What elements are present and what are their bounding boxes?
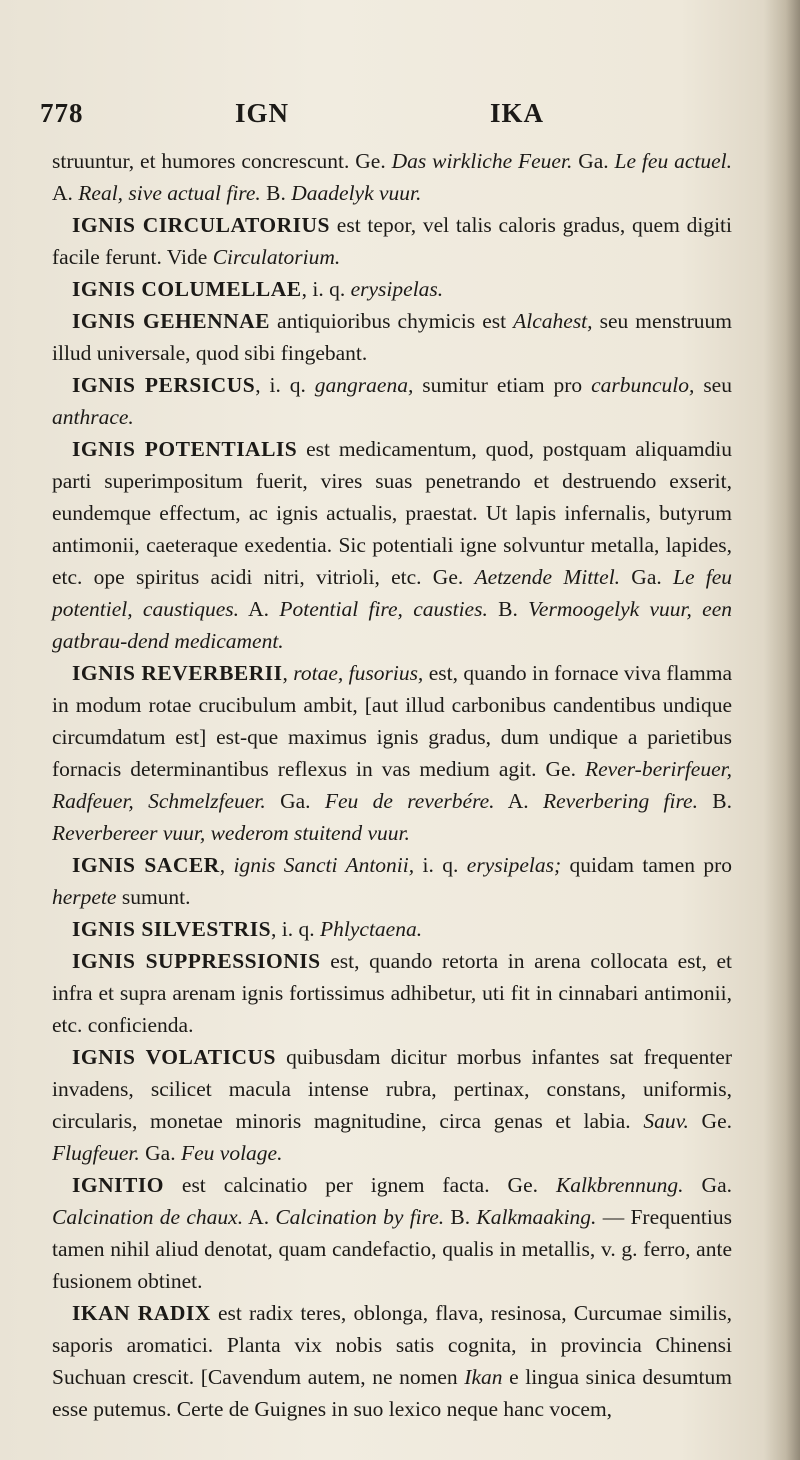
entry-headword: IGNIS SACER [72,853,220,877]
entry-text: est, quando retorta in arena collocata est, et infra et supra arenam ignis fortissimus adhibetur, uti fit in cinnabari antimonii, etc. conficienda. [52,949,732,1037]
italic-text: Kalkmaaking. [476,1205,597,1229]
italic-text: Vermoogelyk vuur, een gatbrau-dend medicament. [52,597,733,653]
entry-headword: IGNIS VOLATICUS [72,1045,276,1069]
dictionary-entry [52,849,732,913]
italic-text: erysipelas; [466,853,562,877]
dictionary-entry [52,433,732,657]
entry-text: est calcinatio per ignem facta. Ge. [163,1173,556,1197]
italic-text: Feu de reverbére. [324,789,495,813]
dictionary-entry [52,209,732,273]
entry-headword: IGNITIO [72,1173,164,1197]
entry-text: quibusdam dicitur morbus infantes sat frequenter invadens, scilicet macula intense rubra, pertinax, constans, uniformis, circularis, monetae minoris magnitudine, circa genas et labia. [52,1045,732,1133]
entry-text: , i. q. [301,277,351,301]
entry-text: est medicamentum, quod, postquam aliquamdiu parti superimpositum fuerit, vires suas penetrando et destruendo exserit, eundemque effectum, ac ignis actualis, praestat. Ut lapis infernalis, butyrum antimonii, caeteraque exedentia. Sic potentiali igne solvuntur metalla, lapides, etc. ope spiritus acidi nitri, vitrioli, etc. Ge. [52,437,732,589]
italic-text: Le feu actuel. [614,149,732,173]
guide-word-left: IGN [235,98,290,128]
entry-headword: IGNIS REVERBERII [72,661,283,685]
dictionary-entry [52,145,732,209]
entry-headword: IGNIS SUPPRESSIONIS [72,949,321,973]
entry-headword: IGNIS COLUMELLAE [72,277,302,301]
dictionary-entry [52,945,732,1041]
italic-text: Phlyctaena. [320,917,423,941]
entry-text: quidam tamen pro [561,853,733,877]
italic-text: Das wirkliche Feuer. [391,149,573,173]
italic-text: Calcination de chaux. [52,1205,244,1229]
entry-text: antiquioribus chymicis est [270,309,514,333]
entry-text: sumunt. [116,885,191,909]
dictionary-entry [52,913,732,945]
italic-text: Kalkbrennung. [555,1173,684,1197]
italic-text: carbunculo, [591,373,695,397]
dictionary-entry [52,1169,732,1297]
italic-text: Flugfeuer. [52,1141,140,1165]
entry-text: struuntur, et humores concrescunt. Ge. [52,149,392,173]
italic-text: Feu volage. [180,1141,283,1165]
italic-text: Reverbereer vuur, wederom stuitend vuur. [52,821,410,845]
entry-text: i. q. [414,853,467,877]
entry-text: , i. q. [271,917,321,941]
entry-text: Ge. [688,1109,732,1133]
entry-text: seu menstruum illud universale, quod sibi fingebant. [52,309,733,365]
entry-text: Ga. [139,1141,181,1165]
italic-text: erysipelas. [350,277,444,301]
entry-headword: IKAN RADIX [72,1301,211,1325]
italic-text: gangraena, [314,373,414,397]
entry-text: est radix teres, oblonga, flava, resinosa, Curcumae similis, saporis aromatici. Planta vix nobis satis cognita, in provincia Chinensi Suchuan crescit. [Cavendum autem, ne nomen [52,1301,732,1389]
entry-text: Ga. [265,789,325,813]
page-edge-shadow [764,0,800,1460]
entry-text: B. [697,789,733,813]
entry-text: B. [260,181,292,205]
entry-text: est tepor, vel talis caloris gradus, quem digiti facile ferunt. Vide [52,213,732,269]
entry-text: B. [444,1205,477,1229]
entry-headword: IGNIS SILVESTRIS [72,917,272,941]
dictionary-entry [52,657,732,849]
italic-text: Sauv. [643,1109,689,1133]
italic-text: Alcahest, [513,309,593,333]
entry-text: Ga. [683,1173,732,1197]
entry-text: est, quando in fornace viva flamma in modum rotae crucibulum ambit, [aut illud carbonibus candentibus undique circumdatum est] est-que maximus ignis gradus, dum undique a parietibus fornacis determinantibus reflexus in vas medium agit. Ge. [52,661,732,781]
entry-text: A. [494,789,543,813]
italic-text: Daadelyk vuur. [291,181,422,205]
entry-headword: IGNIS GEHENNAE [72,309,271,333]
dictionary-entry [52,305,732,369]
entry-text: — Frequentius tamen nihil aliud denotat, quam candefactio, qualis in metallis, v. g. ferro, ante fusionem obtinet. [52,1205,732,1293]
entry-text: sumitur etiam pro [413,373,592,397]
dictionary-text [52,145,732,1425]
entry-text: A. [239,597,280,621]
dictionary-entry [52,273,732,305]
entry-text: , [219,853,234,877]
entry-headword: IGNIS CIRCULATORIUS [72,213,331,237]
entry-text: , i. q. [255,373,315,397]
entry-text: Ga. [620,565,673,589]
entry-text: , [282,661,294,685]
italic-text: Rever-berirfeuer, Radfeuer, Schmelzfeuer. [52,757,732,813]
page-number: 778 [40,98,84,128]
entry-headword: IGNIS POTENTIALIS [72,437,298,461]
italic-text: rotae, fusorius, [293,661,424,685]
italic-text: ignis Sancti Antonii, [233,853,415,877]
guide-word-right: IKA [490,98,545,128]
entry-text: B. [487,597,529,621]
dictionary-entry [52,369,732,433]
entry-text: seu [694,373,732,397]
italic-text: Aetzende Mittel. [474,565,621,589]
italic-text: Calcination by fire. [275,1205,445,1229]
italic-text: Reverbering fire. [542,789,698,813]
italic-text: Ikan [464,1365,503,1389]
running-header [40,98,740,138]
italic-text: Circulatorium. [212,245,341,269]
entry-text: e lingua sinica desumtum esse putemus. Certe de Guignes in suo lexico neque hanc vocem, [52,1365,733,1421]
italic-text: herpete [52,885,117,909]
entry-text: A. [52,181,79,205]
italic-text: Le feu potentiel, caustiques. [52,565,732,621]
italic-text: Real, sive actual fire. [78,181,261,205]
dictionary-entry [52,1297,732,1425]
italic-text: Potential fire, causties. [279,597,488,621]
entry-text: A. [243,1205,276,1229]
entry-headword: IGNIS PERSICUS [72,373,256,397]
dictionary-entry [52,1041,732,1169]
italic-text: anthrace. [52,405,134,429]
entry-text: Ga. [572,149,615,173]
